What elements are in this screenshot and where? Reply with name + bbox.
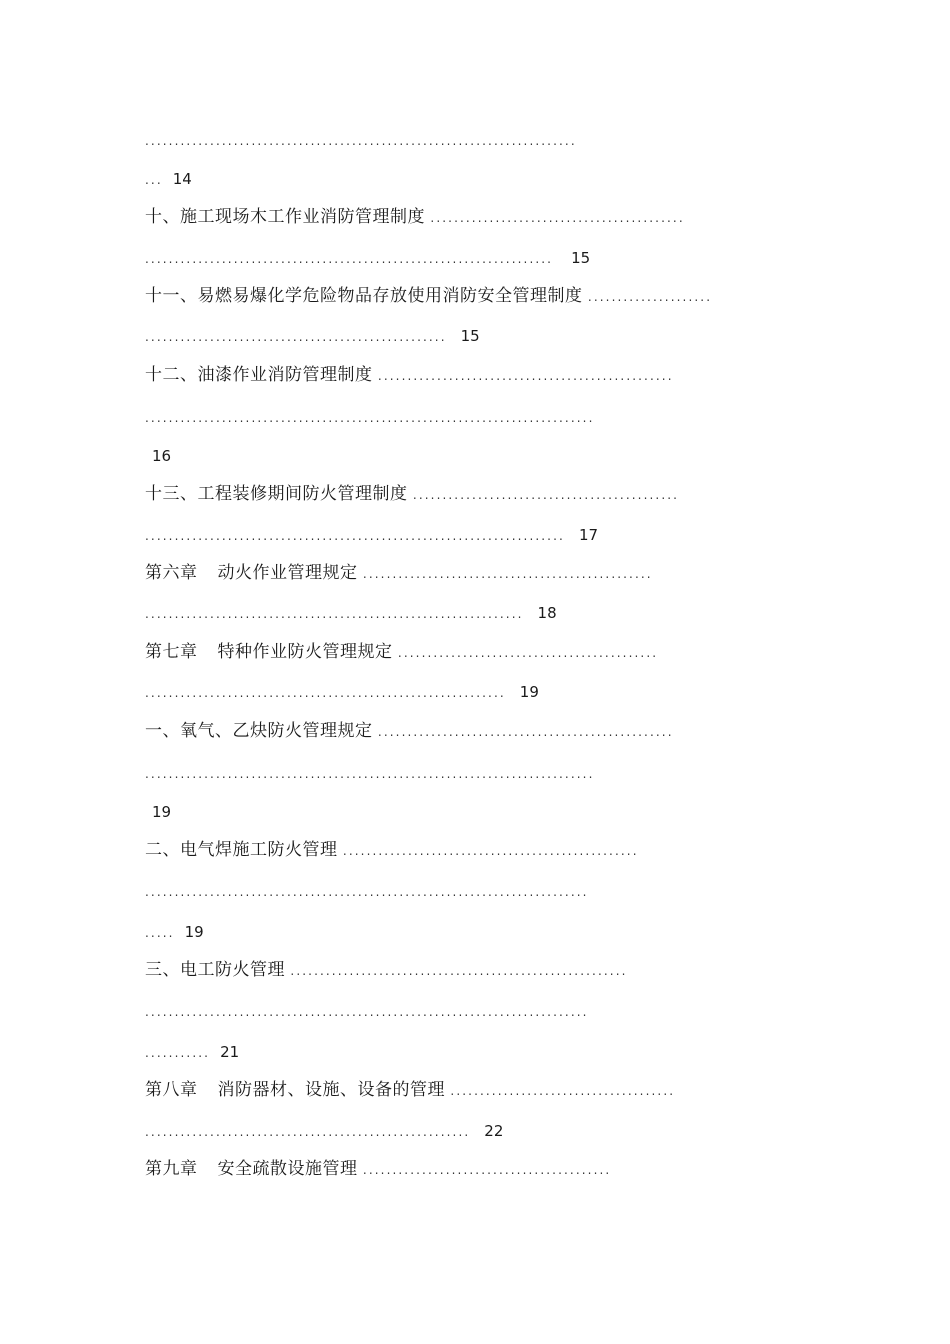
dot-leader: ...................................... (450, 1084, 676, 1098)
toc-entry-title: 十二、油漆作业消防管理制度 (145, 365, 373, 385)
dot-leader: ................................................... (145, 330, 447, 344)
dot-leader: ........................................... (430, 211, 685, 225)
toc-chapter-label: 第七章 (145, 642, 198, 662)
toc-page-row (145, 680, 539, 704)
dot-leader: ......................................................................... (145, 134, 577, 148)
toc-page-row (145, 920, 204, 944)
toc-leader-row (145, 761, 595, 785)
dot-leader: ........................................................................... (145, 1005, 589, 1019)
toc-entry[interactable] (145, 838, 639, 862)
toc-page-number: 15 (460, 327, 480, 345)
dot-leader: ... (145, 173, 163, 187)
toc-entry[interactable] (145, 482, 679, 506)
toc-page-row (145, 1040, 239, 1064)
toc-entry[interactable] (145, 719, 674, 743)
dot-leader: ........................................................................... (145, 885, 589, 899)
toc-entry-title: 特种作业防火管理规定 (217, 642, 393, 662)
toc-entry-title: 动火作业管理规定 (217, 563, 358, 583)
toc-page-row (152, 444, 171, 468)
toc-entry[interactable] (145, 284, 712, 308)
toc-page-number: 18 (537, 604, 557, 622)
toc-entry[interactable] (145, 363, 674, 387)
toc-leader-row (145, 405, 595, 429)
toc-entry-title: 十一、易燃易爆化学危险物品存放使用消防安全管理制度 (145, 286, 583, 306)
dot-leader: ............................................. (412, 488, 680, 502)
toc-page-number: 19 (184, 923, 204, 941)
dot-leader: ................................................. (362, 567, 653, 581)
toc-entry-title: 二、电气焊施工防火管理 (145, 840, 338, 860)
dot-leader: ....................................................... (145, 1125, 471, 1139)
dot-leader: ..... (145, 926, 175, 940)
toc-entry[interactable] (145, 1157, 611, 1181)
dot-leader: ............................................................. (145, 686, 506, 700)
toc-page-number: 21 (220, 1043, 240, 1061)
toc-entry[interactable] (145, 640, 658, 664)
dot-leader: .................................................. (342, 844, 639, 858)
dot-leader: ......................................................... (290, 964, 628, 978)
dot-leader: ..................................................................... (145, 252, 554, 266)
toc-page-number: 19 (519, 683, 539, 701)
dot-leader: .................................................. (377, 369, 674, 383)
toc-page-row (145, 324, 480, 348)
toc-page-number: 19 (152, 803, 172, 821)
toc-entry-title: 消防器材、设施、设备的管理 (217, 1080, 445, 1100)
toc-page-row (152, 800, 171, 824)
toc-entry-title: 十、施工现场木工作业消防管理制度 (145, 207, 425, 227)
toc-entry[interactable] (145, 561, 653, 585)
toc-page-number: 16 (152, 447, 172, 465)
dot-leader: ..................... (587, 290, 713, 304)
toc-entry[interactable] (145, 1078, 675, 1102)
toc-entry-title: 十三、工程装修期间防火管理制度 (145, 484, 408, 504)
toc-entry[interactable] (145, 205, 685, 229)
toc-entry-title: 安全疏散设施管理 (217, 1159, 358, 1179)
dot-leader: ............................................................................ (145, 411, 595, 425)
toc-chapter-label: 第六章 (145, 563, 198, 583)
toc-page-row (145, 1119, 503, 1143)
toc-leader-row (145, 879, 589, 903)
toc-page-number: 22 (484, 1122, 504, 1140)
toc-page-row (145, 523, 598, 547)
toc-page-number: 14 (172, 170, 192, 188)
toc-page-number: 15 (571, 249, 591, 267)
toc-page-row (145, 246, 590, 270)
toc-page-row (145, 167, 192, 191)
toc-leader-row (145, 128, 577, 152)
dot-leader: ............................................ (397, 646, 659, 660)
dot-leader: .......................................... (362, 1163, 612, 1177)
toc-entry-title: 三、电工防火管理 (145, 960, 285, 980)
dot-leader: ................................................................ (145, 607, 524, 621)
dot-leader: .................................................. (377, 725, 674, 739)
dot-leader: ............................................................................ (145, 767, 595, 781)
toc-chapter-label: 第八章 (145, 1080, 198, 1100)
toc-entry[interactable] (145, 958, 628, 982)
dot-leader: ........... (145, 1046, 211, 1060)
toc-leader-row (145, 999, 589, 1023)
toc-page-row (145, 601, 557, 625)
toc-page-number: 17 (578, 526, 599, 544)
dot-leader: ....................................................................... (145, 529, 565, 543)
toc-chapter-label: 第九章 (145, 1159, 198, 1179)
toc-entry-title: 一、氧气、乙炔防火管理规定 (145, 721, 373, 741)
